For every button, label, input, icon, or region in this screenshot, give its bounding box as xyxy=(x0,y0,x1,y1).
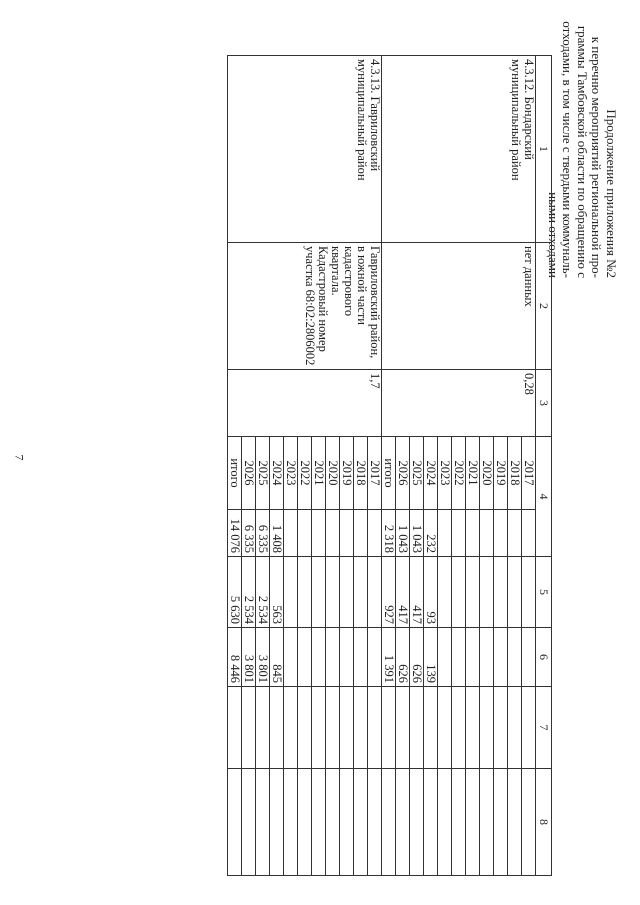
year-cell: 2025 xyxy=(410,437,424,510)
value-cell xyxy=(368,628,382,687)
empty-cell xyxy=(480,687,494,769)
value-cell xyxy=(494,628,508,687)
value-cell xyxy=(508,557,522,628)
total-value-cell: 6 335 xyxy=(256,510,270,557)
table-row xyxy=(522,56,536,876)
empty-cell xyxy=(522,769,536,876)
value-cell xyxy=(354,628,368,687)
empty-cell xyxy=(438,687,452,769)
value-cell xyxy=(354,557,368,628)
value-cell: 2 534 xyxy=(242,557,256,628)
total-value-cell xyxy=(340,510,354,557)
header-cell: 8 xyxy=(536,769,552,876)
value-cell xyxy=(480,628,494,687)
year-cell: 2022 xyxy=(298,437,312,510)
year-cell: 2023 xyxy=(284,437,298,510)
total-value-cell xyxy=(298,510,312,557)
year-cell: 2018 xyxy=(354,437,368,510)
value-cell xyxy=(480,557,494,628)
header-cell: 2 xyxy=(536,243,552,370)
site-area: 0,28 xyxy=(382,370,536,437)
value-cell: 626 xyxy=(410,628,424,687)
empty-cell xyxy=(312,769,326,876)
year-cell: 2017 xyxy=(522,437,536,510)
empty-cell xyxy=(368,769,382,876)
header-cell: 3 xyxy=(536,370,552,437)
total-value-cell xyxy=(522,510,536,557)
value-cell: 927 xyxy=(382,557,396,628)
value-cell: 1 391 xyxy=(382,628,396,687)
value-cell: 845 xyxy=(270,628,284,687)
site-location: нет данных xyxy=(382,243,536,370)
value-cell: 139 xyxy=(424,628,438,687)
empty-cell xyxy=(480,769,494,876)
year-cell: 2026 xyxy=(242,437,256,510)
empty-cell xyxy=(438,769,452,876)
header-cell: 1 xyxy=(536,56,552,243)
empty-cell xyxy=(340,769,354,876)
header-cell: 4 xyxy=(536,437,552,557)
header-row xyxy=(536,56,552,876)
year-cell: 2023 xyxy=(438,437,452,510)
empty-cell xyxy=(284,769,298,876)
note-line: Продолжение приложения №2 xyxy=(604,109,619,278)
empty-cell xyxy=(298,687,312,769)
value-cell: 563 xyxy=(270,557,284,628)
value-cell xyxy=(494,557,508,628)
value-cell xyxy=(326,628,340,687)
empty-cell xyxy=(410,769,424,876)
year-cell: 2024 xyxy=(270,437,284,510)
value-cell: 5 630 xyxy=(228,557,242,628)
empty-cell xyxy=(424,687,438,769)
note-line: отходами, в том числе с твердыми коммуналь- xyxy=(560,21,576,278)
year-cell: 2020 xyxy=(480,437,494,510)
total-value-cell xyxy=(284,510,298,557)
value-cell: 3 801 xyxy=(242,628,256,687)
empty-cell xyxy=(452,687,466,769)
total-value-cell xyxy=(312,510,326,557)
header-cell: 7 xyxy=(536,687,552,769)
site-location: Гавриловский район, в южной части кадастрового квартала. Кадастровый номер участка 68:02:2806002 xyxy=(228,243,382,370)
value-cell xyxy=(466,557,480,628)
empty-cell xyxy=(326,687,340,769)
value-cell: 417 xyxy=(410,557,424,628)
header-cell: 5 xyxy=(536,557,552,628)
empty-cell xyxy=(508,687,522,769)
empty-cell xyxy=(326,769,340,876)
value-cell xyxy=(466,628,480,687)
empty-cell xyxy=(452,769,466,876)
value-cell xyxy=(452,628,466,687)
table-row xyxy=(368,56,382,876)
total-value-cell: 1 043 xyxy=(410,510,424,557)
site-area: 1,7 xyxy=(228,370,382,437)
empty-cell xyxy=(270,687,284,769)
empty-cell xyxy=(270,769,284,876)
year-cell: 2021 xyxy=(466,437,480,510)
empty-cell xyxy=(242,687,256,769)
empty-cell xyxy=(466,687,480,769)
value-cell: 2 534 xyxy=(256,557,270,628)
total-value-cell xyxy=(452,510,466,557)
note-line: к перечню мероприятий региональной про- xyxy=(589,36,605,278)
empty-cell xyxy=(522,687,536,769)
value-cell xyxy=(438,557,452,628)
value-cell: 8 446 xyxy=(228,628,242,687)
value-cell: 417 xyxy=(396,557,410,628)
value-cell xyxy=(522,628,536,687)
note-line: граммы Тамбовской области по обращению с xyxy=(575,25,590,278)
value-cell: 626 xyxy=(396,628,410,687)
empty-cell xyxy=(312,687,326,769)
empty-cell xyxy=(466,769,480,876)
value-cell xyxy=(312,557,326,628)
empty-cell xyxy=(494,687,508,769)
value-cell: 93 xyxy=(424,557,438,628)
empty-cell xyxy=(368,687,382,769)
value-cell xyxy=(326,557,340,628)
empty-cell xyxy=(256,687,270,769)
value-cell xyxy=(452,557,466,628)
district-name: 4.3.13. Гавриловский муниципальный район xyxy=(228,56,382,243)
value-cell xyxy=(368,557,382,628)
year-cell: 2026 xyxy=(396,437,410,510)
empty-cell xyxy=(354,687,368,769)
year-cell: 2022 xyxy=(452,437,466,510)
empty-cell xyxy=(340,687,354,769)
empty-cell xyxy=(396,687,410,769)
total-value-cell xyxy=(438,510,452,557)
empty-cell xyxy=(396,769,410,876)
value-cell xyxy=(340,628,354,687)
district-name: 4.3.12. Бондарский муниципальный район xyxy=(382,56,536,243)
value-cell: 3 801 xyxy=(256,628,270,687)
total-value-cell xyxy=(480,510,494,557)
total-value-cell: 1 408 xyxy=(270,510,284,557)
year-cell: 2018 xyxy=(508,437,522,510)
total-value-cell xyxy=(494,510,508,557)
total-value-cell: 232 xyxy=(424,510,438,557)
value-cell xyxy=(508,628,522,687)
empty-cell xyxy=(508,769,522,876)
year-cell: 2020 xyxy=(326,437,340,510)
measures-table xyxy=(227,55,552,876)
empty-cell xyxy=(410,687,424,769)
year-cell: 2019 xyxy=(340,437,354,510)
year-cell: 2024 xyxy=(424,437,438,510)
value-cell xyxy=(284,557,298,628)
total-value-cell xyxy=(368,510,382,557)
empty-cell xyxy=(242,769,256,876)
year-cell: итого xyxy=(228,437,242,510)
value-cell xyxy=(312,628,326,687)
year-cell: 2017 xyxy=(368,437,382,510)
empty-cell xyxy=(284,687,298,769)
total-value-cell: 6 335 xyxy=(242,510,256,557)
empty-cell xyxy=(494,769,508,876)
value-cell xyxy=(522,557,536,628)
value-cell xyxy=(298,557,312,628)
total-value-cell: 14 076 xyxy=(228,510,242,557)
year-cell: 2025 xyxy=(256,437,270,510)
total-value-cell xyxy=(466,510,480,557)
empty-cell xyxy=(382,769,396,876)
page-number: 7 xyxy=(12,454,27,461)
header-cell: 6 xyxy=(536,628,552,687)
empty-cell xyxy=(228,687,242,769)
value-cell xyxy=(340,557,354,628)
year-cell: 2019 xyxy=(494,437,508,510)
empty-cell xyxy=(424,769,438,876)
year-cell: итого xyxy=(382,437,396,510)
empty-cell xyxy=(256,769,270,876)
empty-cell xyxy=(298,769,312,876)
empty-cell xyxy=(382,687,396,769)
total-value-cell xyxy=(354,510,368,557)
total-value-cell xyxy=(508,510,522,557)
empty-cell xyxy=(228,769,242,876)
year-cell: 2021 xyxy=(312,437,326,510)
value-cell xyxy=(298,628,312,687)
total-value-cell: 2 318 xyxy=(382,510,396,557)
note-line: ными отходами xyxy=(546,192,561,278)
value-cell xyxy=(438,628,452,687)
appendix-note xyxy=(546,20,619,278)
total-value-cell xyxy=(326,510,340,557)
value-cell xyxy=(284,628,298,687)
empty-cell xyxy=(354,769,368,876)
total-value-cell: 1 043 xyxy=(396,510,410,557)
